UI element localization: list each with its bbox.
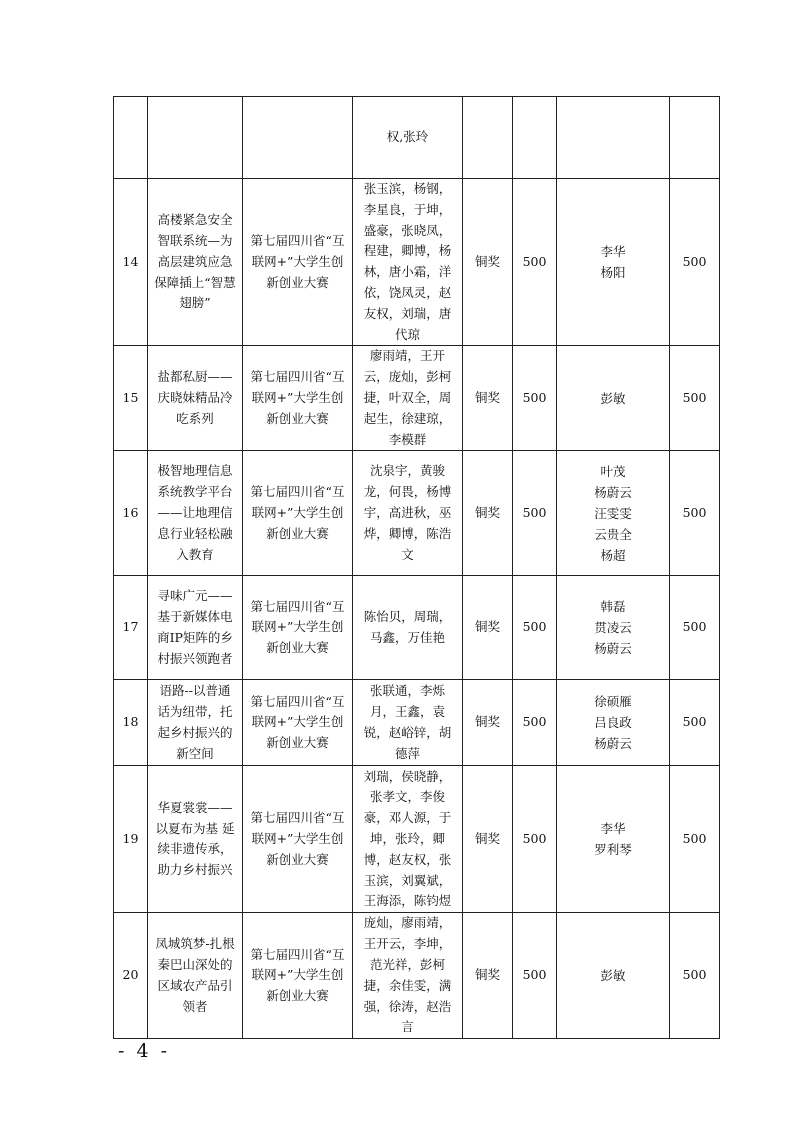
- competition-name: 第七届四川省“互联网+”大学生创新创业大赛: [243, 346, 353, 451]
- award-amount: 500: [513, 346, 557, 451]
- project-name: [148, 97, 243, 179]
- advisor-name: 云贵全: [594, 526, 632, 542]
- competition-name: [243, 97, 353, 179]
- advisor-name: 吕良政: [594, 715, 632, 731]
- advisor-bonus: [670, 97, 720, 179]
- project-name: 凤城筑梦-扎根秦巴山深处的区域农产品引领者: [148, 913, 243, 1039]
- competition-name: 第七届四川省“互联网+”大学生创新创业大赛: [243, 179, 353, 346]
- advisor-name: 贯凌云: [594, 620, 632, 636]
- advisor-bonus: 500: [670, 179, 720, 346]
- award-level: 铜奖: [463, 576, 513, 680]
- award-level: 铜奖: [463, 346, 513, 451]
- award-level: 铜奖: [463, 451, 513, 576]
- team-members: 沈泉宇，黄骏龙，何畏，杨博宇，高进秋，巫烨，卿博，陈浩文: [353, 451, 463, 576]
- advisors: [557, 346, 670, 451]
- advisors: [557, 913, 670, 1039]
- advisors: [557, 576, 670, 680]
- project-name: 华夏裳裳——以夏布为基 延续非遗传承，助力乡村振兴: [148, 766, 243, 913]
- award-level: 铜奖: [463, 766, 513, 913]
- advisor-bonus: 500: [670, 451, 720, 576]
- advisor-name: 杨蔚云: [594, 736, 632, 752]
- advisor-name: 杨蔚云: [594, 484, 632, 500]
- project-name: 极智地理信息系统教学平台——让地理信息行业轻松融入教育: [148, 451, 243, 576]
- table-row: [114, 913, 720, 1039]
- project-name: 盐都私厨——庆晓妹精品冷吃系列: [148, 346, 243, 451]
- advisor-name: 李华: [600, 821, 626, 837]
- award-amount: [513, 97, 557, 179]
- advisor-name: 杨蔚云: [594, 641, 632, 657]
- award-amount: 500: [513, 680, 557, 766]
- advisor-name: 杨阳: [600, 265, 626, 281]
- advisor-bonus: 500: [670, 913, 720, 1039]
- advisors: [557, 766, 670, 913]
- competition-name: 第七届四川省“互联网+”大学生创新创业大赛: [243, 680, 353, 766]
- row-number: 14: [114, 179, 148, 346]
- award-amount: 500: [513, 179, 557, 346]
- project-name: 高楼紧急安全智联系统—为高层建筑应急保障插上“智慧翅膀”: [148, 179, 243, 346]
- award-amount: 500: [513, 451, 557, 576]
- table-body: [114, 97, 720, 1039]
- award-level: 铜奖: [463, 680, 513, 766]
- team-members: 权,张玲: [353, 97, 463, 179]
- competition-name: 第七届四川省“互联网+”大学生创新创业大赛: [243, 766, 353, 913]
- advisors: [557, 179, 670, 346]
- advisor-bonus: 500: [670, 576, 720, 680]
- team-members: 陈怡贝，周瑞，马鑫，万佳艳: [353, 576, 463, 680]
- award-amount: 500: [513, 766, 557, 913]
- advisor-name: 徐硕雁: [594, 694, 632, 710]
- row-number: 20: [114, 913, 148, 1039]
- advisor-name: 叶茂: [600, 463, 626, 479]
- award-amount: 500: [513, 576, 557, 680]
- table-row: [114, 576, 720, 680]
- competition-name: 第七届四川省“互联网+”大学生创新创业大赛: [243, 451, 353, 576]
- award-table: [113, 96, 720, 1039]
- award-amount: 500: [513, 913, 557, 1039]
- table-row: [114, 680, 720, 766]
- project-name: 寻味广元——基于新媒体电商IP矩阵的乡村振兴领跑者: [148, 576, 243, 680]
- table-row: [114, 451, 720, 576]
- team-members: 刘瑞，侯晓静，张孝文，李俊豪，邓人源，于坤，张玲，卿博，赵友权，张玉滨，刘翼斌，王海添，陈钧煜: [353, 766, 463, 913]
- advisors: [557, 97, 670, 179]
- page-number: - 4 -: [118, 1040, 171, 1062]
- advisor-name: 李华: [600, 244, 626, 260]
- competition-name: 第七届四川省“互联网+”大学生创新创业大赛: [243, 913, 353, 1039]
- advisor-name: 韩磊: [600, 599, 626, 615]
- team-members: 廖雨靖，王开云，庞灿，彭柯捷，叶双全，周起生，徐建琼，李模群: [353, 346, 463, 451]
- row-number: 16: [114, 451, 148, 576]
- row-number: 18: [114, 680, 148, 766]
- row-number: [114, 97, 148, 179]
- table-row: [114, 97, 720, 179]
- advisor-name: 罗利琴: [594, 842, 632, 858]
- team-members: 张联通，李烁月，王鑫，袁锐，赵峪锌，胡德萍: [353, 680, 463, 766]
- advisors: [557, 680, 670, 766]
- advisor-name: 杨超: [600, 547, 626, 563]
- advisor-bonus: 500: [670, 680, 720, 766]
- award-level: 铜奖: [463, 913, 513, 1039]
- project-name: 语路--以普通话为纽带，托起乡村振兴的新空间: [148, 680, 243, 766]
- row-number: 19: [114, 766, 148, 913]
- row-number: 17: [114, 576, 148, 680]
- advisor-name: 彭敏: [600, 390, 626, 406]
- advisor-name: 汪雯雯: [594, 505, 632, 521]
- table-row: [114, 179, 720, 346]
- advisor-name: 彭敏: [600, 968, 626, 984]
- team-members: 张玉滨，杨钢，李星良，于坤，盛豪，张晓凤，程建，卿博，杨林，唐小霜，洋依，饶凤灵，赵友权，刘瑞，唐代琼: [353, 179, 463, 346]
- award-level: [463, 97, 513, 179]
- advisors: [557, 451, 670, 576]
- competition-name: 第七届四川省“互联网+”大学生创新创业大赛: [243, 576, 353, 680]
- table-row: [114, 346, 720, 451]
- table-row: [114, 766, 720, 913]
- advisor-bonus: 500: [670, 766, 720, 913]
- advisor-bonus: 500: [670, 346, 720, 451]
- award-level: 铜奖: [463, 179, 513, 346]
- team-members: 庞灿，廖雨靖，王开云，李坤，范光祥，彭柯捷，余佳雯，满强，徐涛，赵浩言: [353, 913, 463, 1039]
- row-number: 15: [114, 346, 148, 451]
